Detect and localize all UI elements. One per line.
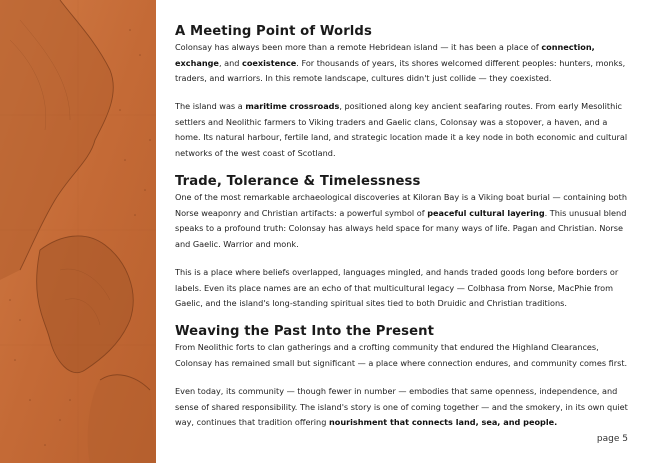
emphasized-text: peaceful cultural layering	[427, 207, 545, 218]
section-heading: Trade, Tolerance & Timelessness	[175, 174, 421, 190]
emphasized-text: coexistence	[242, 57, 297, 68]
section-heading: Weaving the Past Into the Present	[175, 324, 435, 340]
antique-map-illustration	[0, 0, 156, 463]
text-run: , positioned along key ancient seafaring routes. From early Mesolithic settlers and Neolithic farmers to Viking traders and Gaelic clans, Colonsay was a stopover, a haven, and a home. Its natural harbour, fertile land, and strategic location made it a key node in both economic and cultural networks of the west coast of Scotland.	[175, 101, 628, 159]
paragraph	[175, 384, 633, 431]
text-run: From Neolithic forts to clan gatherings and a crofting community that endured the Highland Clearances, Colonsay has remained small but significant — a place where connection endures, and community comes first.	[175, 342, 628, 368]
section-meeting-point	[175, 24, 633, 162]
text-run: Colonsay has always been more than a remote Hebridean island — it has been a place of	[175, 42, 542, 52]
paragraph	[175, 40, 633, 87]
paragraph	[175, 190, 633, 252]
article-content	[175, 24, 633, 443]
text-run: . This unusual blend speaks to a profound truth: Colonsay has always held space for many ways of life. Pagan and Christian. Norse and Gaelic. Warrior and monk.	[175, 207, 627, 249]
text-run: The island was a	[175, 101, 246, 112]
section-trade-tolerance	[175, 174, 633, 312]
text-run: This is a place where beliefs overlapped, languages mingled, and hands traded goods long before borders or labels. Even its place names are an echo of that multicultural legacy — Colbhasa from Norse, MacPhie from Gaelic, and the island's long-standing spiritual sites tied to both Druidic and Christian traditions.	[175, 267, 619, 309]
text-run: , and	[218, 57, 242, 68]
paragraph	[175, 340, 633, 371]
paragraph	[175, 99, 633, 161]
page-number: page 5	[596, 434, 628, 444]
paragraph	[175, 265, 633, 312]
emphasized-text: maritime crossroads	[245, 101, 340, 112]
emphasized-text: nourishment that connects land, sea, and people.	[328, 417, 558, 428]
decorative-map-panel	[0, 0, 156, 463]
text-run: One of the most remarkable archaeological discoveries at Kiloran Bay is a Viking boat burial — containing both Norse weaponry and Christian artifacts: a powerful symbol of	[175, 192, 627, 218]
section-weaving-past	[175, 324, 633, 430]
section-heading: A Meeting Point of Worlds	[175, 24, 372, 39]
emphasized-text: connection, exchange	[175, 42, 595, 68]
text-run: Even today, its community — though fewer in number — embodies that same openness, independence, and sense of shared responsibility. The island's story is one of coming together — and the smokery, in its own quiet way, continues that tradition offering	[175, 386, 628, 428]
text-run: . For thousands of years, its shores welcomed different peoples: hunters, monks, traders, and warriors. In this remote landscape, cultures didn't just collide — they coexisted.	[175, 57, 626, 84]
